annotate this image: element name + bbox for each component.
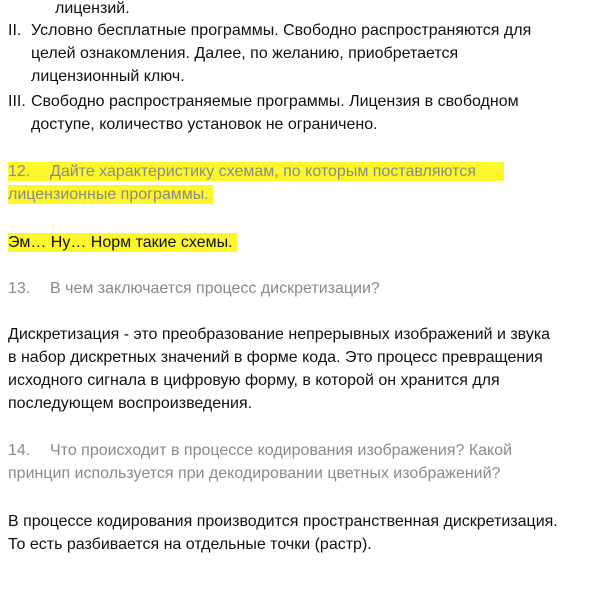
question-14-text-1: Что происходит в процессе кодирования изображения? Какой — [50, 442, 513, 459]
list-item-ii-line-3: лицензионный ключ. — [31, 68, 185, 85]
question-12-line-2 — [8, 184, 213, 206]
question-12-number: 12. — [8, 163, 31, 180]
list-marker-ii: II. — [8, 22, 22, 39]
answer-14-line-2: То есть разбивается на отдельные точки (растр). — [8, 536, 372, 553]
answer-14-line-1: В процессе кодирования производится пространственная дискретизация. — [8, 513, 558, 530]
answer-12-text: Эм… Ну… Норм такие схемы. — [8, 233, 237, 252]
list-continuation: лицензий. — [55, 0, 130, 17]
answer-13-line-2: в набор дискретных значений в форме кода. Это процесс превращения — [8, 349, 543, 366]
answer-12 — [8, 232, 237, 254]
question-14-number: 14. — [8, 442, 31, 459]
list-item-ii-line-1: Условно бесплатные программы. Свободно распространяются для — [31, 22, 532, 39]
question-12-text-1: Дайте характеристику схемам, по которым поставляются — [50, 163, 476, 180]
question-14-line-1 — [8, 440, 512, 462]
answer-13-line-4: последующем воспроизведения. — [8, 395, 253, 412]
question-13-number: 13. — [8, 280, 31, 297]
question-13 — [8, 278, 380, 300]
question-12-line-1 — [8, 161, 504, 183]
question-12-text-2: лицензионные программы. — [8, 185, 213, 204]
answer-13-line-1: Дискретизация - это преобразование непрерывных изображений и звука — [8, 326, 551, 343]
question-13-text: В чем заключается процесс дискретизации? — [50, 280, 380, 297]
list-item-iii-line-1: Свободно распространяемые программы. Лицензия в свободном — [31, 93, 519, 110]
answer-13-line-3: исходного сигнала в цифровую форму, в которой он хранится для — [8, 372, 500, 389]
list-item-ii-line-2: целей ознакомления. Далее, по желанию, приобретается — [31, 45, 459, 62]
list-marker-iii: III. — [8, 93, 26, 110]
question-14-line-2: принцип используется при декодировании цветных изображений? — [8, 465, 501, 482]
list-item-iii-line-2: доступе, количество установок не ограничено. — [31, 116, 378, 133]
